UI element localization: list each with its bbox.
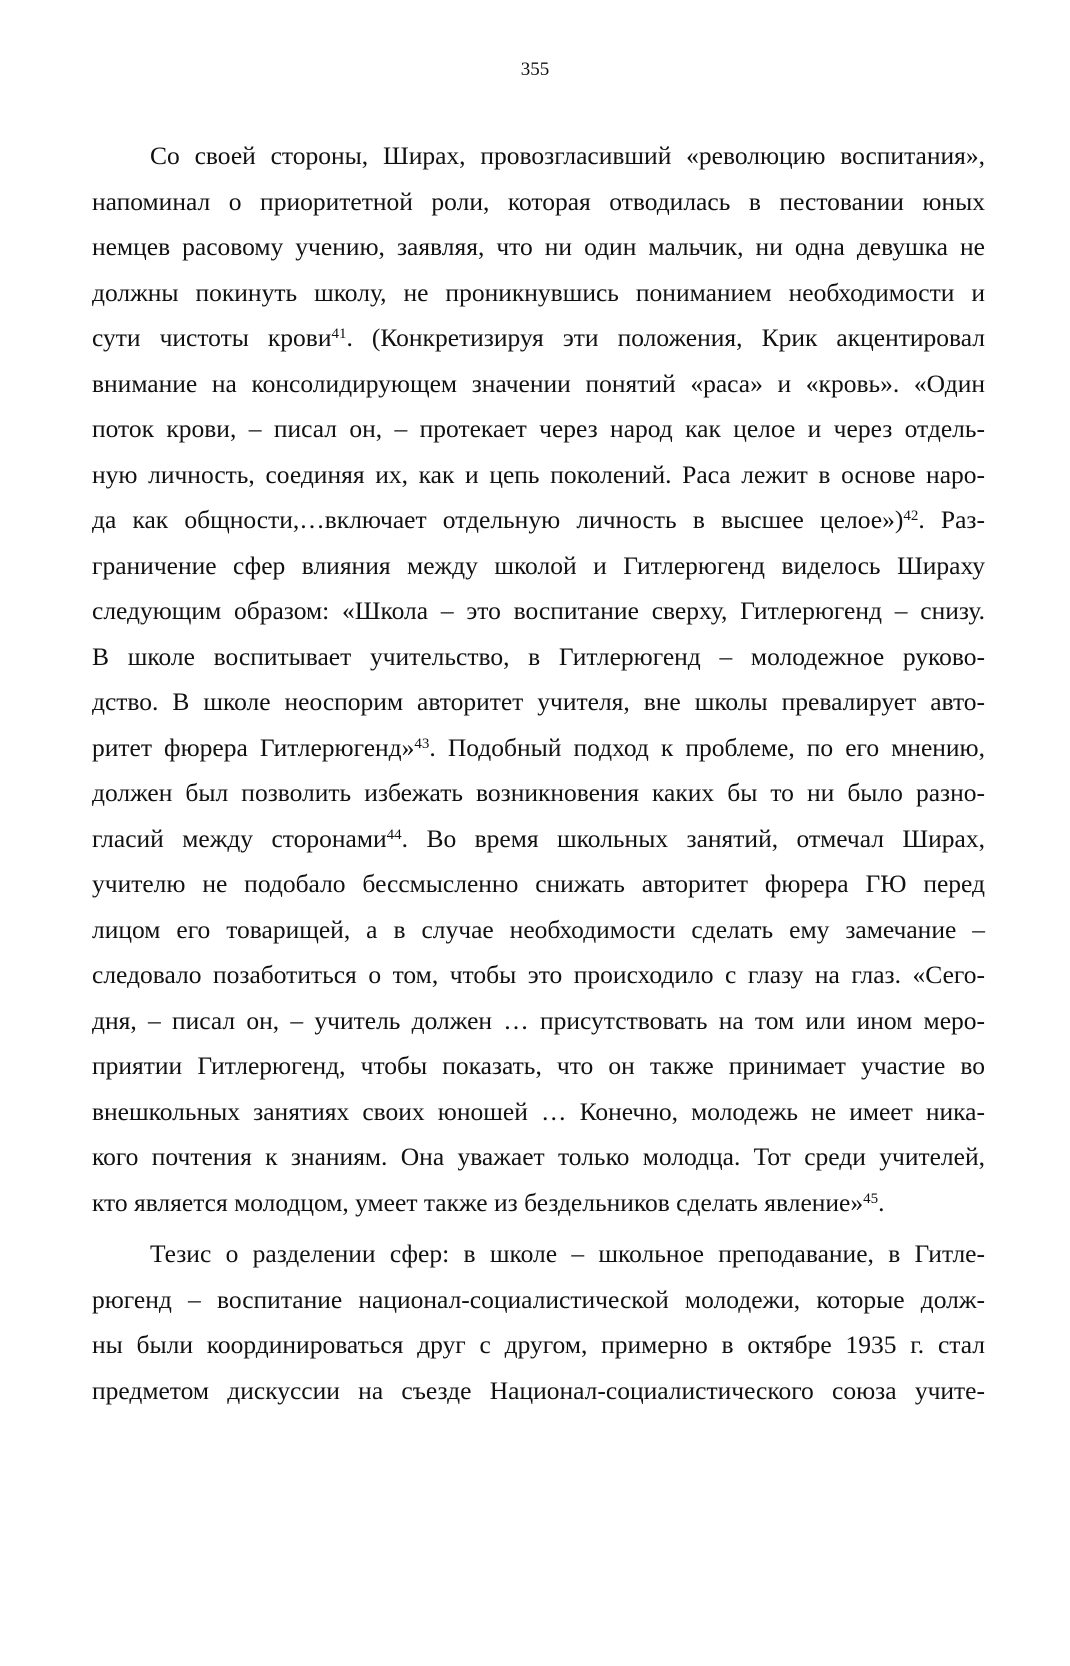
text-line [92,1231,985,1277]
text-line [92,1277,985,1323]
text-segment: внешкольных занятиях своих юношей … Конечно, молодежь не имеет ника- [92,1096,985,1126]
text-segment: Тезис о разделении сфер: в школе – школьное преподавание, в Гитле- [150,1239,985,1268]
text-segment: ритет фюрера Гитлерюгенд» [92,732,415,762]
text-line [92,1043,985,1089]
text-line [92,406,985,452]
text-segment: поток крови, – писал он, – протекает через народ как целое и через отдель- [92,414,985,443]
text-segment: сути чистоты крови [92,323,332,352]
text-segment: предметом дискуссии на съезде Национал-социалистического союза учите- [92,1375,985,1405]
paragraph [92,133,985,1225]
text-segment: гласий между сторонами [92,823,387,853]
text-segment: . [878,1187,885,1217]
text-line [92,224,985,270]
footnote-marker: 41 [331,325,347,342]
text-segment: должны покинуть школу, не проникнувшись пониманием необходимости и [92,277,985,307]
text-line [92,907,985,953]
text-segment: приятии Гитлерюгенд, чтобы показать, что он также принимает участие во [92,1051,985,1080]
text-line [92,588,985,634]
text-segment: кого почтения к знаниям. Она уважает только молодца. Тот среди учителей, [92,1142,985,1171]
text-body [92,133,985,1413]
text-line [92,998,985,1044]
text-line [92,1180,985,1226]
text-segment: . Раз- [918,505,985,534]
footnote-marker: 42 [903,507,919,524]
text-segment: должен был позволить избежать возникновения каких бы то ни было разно- [92,778,985,807]
footnote-marker: 44 [386,826,402,843]
text-segment: рюгенд – воспитание национал-социалистической молодежи, которые долж- [92,1284,985,1314]
text-segment: дство. В школе неоспорим авторитет учителя, вне школы превалирует авто- [92,687,985,716]
text-line [92,816,985,862]
text-line [92,497,985,543]
text-segment: . Подобный подход к проблеме, по его мнению, [429,732,985,762]
text-line [92,861,985,907]
text-segment: Со своей стороны, Ширах, провозгласивший «революцию воспитания», [150,141,985,170]
text-line [92,361,985,407]
text-line [92,952,985,998]
text-line [92,1368,985,1414]
text-segment: следующим образом: «Школа – это воспитание сверху, Гитлерюгенд – снизу. [92,596,985,625]
text-segment: . Во время школьных занятий, отмечал Ширах, [401,823,985,853]
text-line [92,770,985,816]
text-segment: следовало позаботиться о том, чтобы это происходило с глазу на глаз. «Сего- [92,960,985,989]
text-line [92,1089,985,1135]
text-segment: лицом его товарищей, а в случае необходимости сделать ему замечание – [92,914,985,944]
paragraph [92,1231,985,1413]
text-line [92,270,985,316]
text-line [92,133,985,179]
text-line [92,179,985,225]
text-segment: кто является молодцом, умеет также из бездельников сделать явление» [92,1187,864,1217]
text-segment: немцев расовому учению, заявляя, что ни один мальчик, ни одна девушка не [92,232,985,261]
footnote-marker: 45 [863,1190,879,1207]
text-segment: ную личность, соединяя их, как и цепь поколений. Раса лежит в основе наро- [92,459,985,489]
text-line [92,725,985,771]
text-segment: ны были координироваться друг с другом, примерно в октябре 1935 г. стал [92,1330,985,1359]
text-segment: учителю не подобало бессмысленно снижать авторитет фюрера ГЮ перед [92,869,985,898]
text-segment: напоминал о приоритетной роли, которая отводилась в пестовании юных [92,186,985,216]
text-segment: дня, – писал он, – учитель должен … присутствовать на том или ином меро- [92,1005,985,1035]
footnote-marker: 43 [414,735,430,752]
text-segment: внимание на консолидирующем значении понятий «раса» и «кровь». «Один [92,368,985,398]
page-number: 355 [520,59,550,80]
text-line [92,315,985,361]
text-line [92,634,985,680]
text-line [92,1134,985,1180]
text-line [92,452,985,498]
text-segment: граничение сфер влияния между школой и Гитлерюгенд виделось Шираху [92,550,985,580]
text-segment: . (Конкретизируя эти положения, Крик акцентировал [346,323,986,352]
text-segment: В школе воспитывает учительство, в Гитлерюгенд – молодежное руково- [92,641,985,671]
text-line [92,679,985,725]
text-line [92,1322,985,1368]
text-line [92,543,985,589]
text-segment: да как общности,…включает отдельную личность в высшее целое») [92,505,904,534]
